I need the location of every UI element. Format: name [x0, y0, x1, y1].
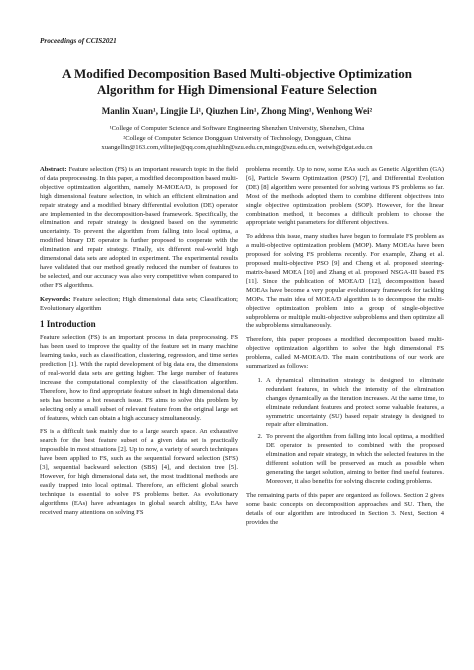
- contributions-list: [246, 377, 444, 487]
- intro-paragraph-2: FS is a difficult task mainly due to a large search space. An exhaustive search for the best feature subset of a given data set is practically impossible in most situations [2]. Up to now, a variety of search techniques have been applied to FS, such as the sequential forward selection (SFS) [3], sequential backward selection (SBS) [4], and decision tree [5]. However, for high dimensional data set, the most traditional methods are easily trapped into local optimal. Therefore, an efficient global search technique is essential to solve FS problems better. As evolutionary algorithms (EAs) have advantages in global search ability, EAs have received many attentions on solving FS: [40, 428, 238, 516]
- intro-paragraph-3: problems recently. Up to now, some EAs such as Genetic Algorithm (GA) [6], Particle Swarm Optimization (PSO) [7], and Differential Evolution (DE) [8] algorithm were presented for solving various FS problems so far. Most of the methods adopted them to combine different objectives into single objective optimization problem (SOP). However, for the linear combination method, it becomes a difficult problem to choose the appropriate weight parameters for different objectives.: [246, 166, 444, 227]
- keywords: [40, 296, 238, 314]
- abstract-text: Feature selection (FS) is an important research topic in the field of data preprocessing. In this paper, a modified decomposition based multi-objective optimization algorithm, namely M-MOEA/D, is proposed for high dimensional feature selection, in which an efficient elimination and repair strategy and a modified binary differential evolution (DE) operator are implemented in the decomposition-based framework. Specifically, the elimination and repair strategy is designed based on the symmetric uncertainty. To prevent the algorithm from falling into local optima, a modified binary DE operator is further proposed to cooperate with the elimination and repair strategy. Finally, six different real-world high dimensional data sets are adopted in experiment. The experimental results have validated that our method greatly reduced the number of features to be selected, and our accuracy was also very competitive when compared to other FS algorithms.: [40, 166, 238, 289]
- intro-paragraph-6: The remaining parts of this paper are organized as follows. Section 2 gives some basic concepts on decomposition approaches and SU. Then, the details of our algorithm are introduced in Section 3. Next, Section 4 provides the: [246, 491, 444, 526]
- abstract: [40, 166, 238, 291]
- affiliation-2: ²College of Computer Science Dongguan University of Technology, Dongguan, China: [123, 134, 351, 142]
- keywords-text: Feature selection; High dimensional data sets; Classification; Evolutionary algorithm: [40, 295, 238, 312]
- section-heading-introduction: 1 Introduction: [40, 318, 96, 329]
- left-column: [40, 166, 238, 523]
- proceedings-header: Proceedings of CCIS2021: [40, 37, 117, 45]
- contribution-item: 2. To prevent the algorithm from falling into local optima, a modified DE operator is presented to combined with the proposed elimination and repair strategy, in which the selected features in the different solution will be preserved as much as possible when generating the target solution, aiming to better find useful features. Moreover, it also benefits for solving discrete coding problems.: [264, 433, 444, 486]
- paper-title: A Modified Decomposition Based Multi-objective Optimization Algorithm for High Dimensional Feature Selection: [62, 66, 412, 97]
- keywords-label: Keywords:: [40, 295, 71, 303]
- right-column: [246, 166, 444, 532]
- affiliation-1: ¹College of Computer Science and Software Engineering Shenzhen University, Shenzhen, China: [109, 125, 365, 132]
- author-list: Manlin Xuan¹, Lingjie Li¹, Qiuzhen Lin¹, Zhong Ming¹, Wenhong Wei²: [101, 106, 373, 116]
- intro-paragraph-1: Feature selection (FS) is an important process in data preprocessing. FS has been used to improve the quality of the feature set in many machine learning tasks, such as classification, clustering, regression, and time series prediction [1]. With the rapid development of big data era, the dimensions of real-world data sets are getting higher. The large number of features increase the computational complexity of the classification algorithm. Therefore, how to find appropriate feature subset in high dimensional data sets has become a hot research issue. FS aims to solve this problem by selecting only a small subset of relevant feature from the original large set of features, which can obtain a high accuracy simultaneously.: [40, 334, 238, 422]
- abstract-label: Abstract:: [40, 166, 67, 173]
- affiliations: [40, 124, 434, 153]
- intro-paragraph-5: Therefore, this paper proposes a modified decomposition based multi-objective optimization algorithm to solve the high dimensional FS problems, called M-MOEA/D. The main contributions of our work are summarized as follows:: [246, 336, 444, 371]
- intro-paragraph-4: To address this issue, many studies have begun to formulate FS problem as a multi-objective optimization problem (MOP). Many MOEAs have been proposed for solving FS problems recently. For example, Zhang et al. proposed multi-objective PSO [9] and Cheng et al. proposed steering-matrix-based MOEA [10] and Zhang et al. proposed NSGA-III based FS [11]. Since the publication of MOEA/D [12], decomposition based MOEAs have become a very popular evolutionary framework for tackling MOPs. The main idea of MOEA/D algorithm is to decompose the multi-objective optimization problem into a group of single-objective subproblems or multiple multi-objective subproblems and then optimize all the subproblems simultaneously.: [246, 233, 444, 330]
- contribution-item: 1. A dynamical elimination strategy is designed to eliminate redundant features, in which the intensity of the elimination changes dynamically as the iteration increases. At the same time, to eliminate redundant features and protect some valuable features, a symmetric uncertainty (SU) based repair strategy is designed to repair after elimination.: [264, 377, 444, 430]
- author-emails: xuangellin@163.com,vilitejie@qq.com,qiuzhlin@szu.edu.cn,mingz@szu.edu.cn, weiwh@dgut.edu.cn: [101, 144, 373, 152]
